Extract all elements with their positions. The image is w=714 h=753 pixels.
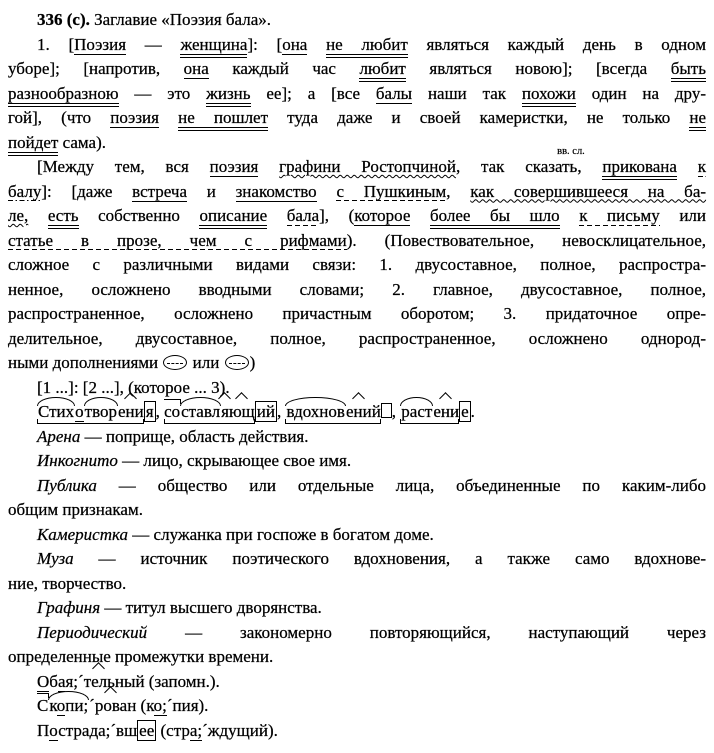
exercise-text <box>8 8 706 743</box>
term-italic: Периодический <box>37 622 148 642</box>
underline-wavy: ле, <box>8 206 29 225</box>
text-line: Пострада;´вш ее (стра;´ждущий). <box>37 720 278 740</box>
suffix-caret: рова <box>94 696 128 715</box>
suffix-caret: ющ <box>228 402 255 421</box>
underline-double: более бы шло <box>430 206 560 229</box>
underline-double: есть <box>48 206 79 229</box>
annotation-label: вв. сл. <box>557 146 585 157</box>
homogeneous-object-symbol <box>163 355 187 370</box>
underline-single: поэзия <box>209 157 259 176</box>
ending-box: я <box>145 402 154 421</box>
stem-bracket <box>37 402 144 421</box>
underline-single: а <box>57 671 66 691</box>
text-line: ле, есть собственно описание бала], (которое более бы шло к письму или <box>8 204 706 229</box>
text-line: балу]: [даже встреча и знакомство с Пушкиным, как совершившееся на ба- <box>8 181 707 201</box>
text-line: определенные промежутки времени. <box>8 647 274 666</box>
underline-double: разнообразною <box>8 84 119 107</box>
underline-double: пойдет <box>8 133 58 156</box>
term-italic: Графиня <box>37 598 101 617</box>
text-line: распространенное, осложнено причастным оборотом; 3. придаточное опре- <box>8 304 706 323</box>
homogeneous-object-symbol <box>225 355 249 370</box>
suffix-caret: я <box>221 402 229 421</box>
text-line: Арена — поприще, область действия. <box>37 426 309 446</box>
underline-single: знакомство <box>235 181 317 201</box>
term-italic: Инкогнито <box>37 451 118 470</box>
exercise-number: 336 (с). <box>37 10 90 29</box>
suffix-caret: ени <box>433 402 460 421</box>
text-line: 336 (с). Заглавие «Поэзия бала». <box>37 10 272 29</box>
underline-double: женщина <box>180 35 247 58</box>
root-arc: вдохнов <box>286 402 345 421</box>
underline-single: она <box>282 34 308 54</box>
text-line: пойдет сама). <box>8 131 706 156</box>
underline-double: не пошлет <box>178 108 268 131</box>
stem-bracket <box>164 402 255 421</box>
stem-bracket <box>400 402 459 421</box>
text-line: Периодический — закономерно повторяющийся, наступающий через <box>37 622 706 642</box>
root-arc: копи; <box>49 696 89 715</box>
text-line: 1. [Поэзия — женщина]: [она не любит являться каждый день в одном <box>8 33 706 58</box>
text-line: [1 ...]: [2 ...], (которое ... 3). <box>37 377 230 397</box>
underline-single: встреча <box>132 181 187 201</box>
text-line: Стихотворени я , составляющ ий , вдохновений , растени е . <box>38 402 475 421</box>
ending-box: е <box>461 402 469 421</box>
suffix-caret: тель <box>83 671 115 691</box>
text-line: гой], (что поэзия не пошлет туда даже и своей камеристки, не только не <box>8 106 706 131</box>
text-line: Муза — источник поэтического вдохновения, а также само вдохнове- <box>37 549 706 568</box>
text-line: Скопи;´рован (ко;´пия). <box>37 696 209 715</box>
text-line: делительное, двусоставное, полное, распространенное, осложнено однород- <box>8 328 706 348</box>
text-line: ние, творчество. <box>8 573 127 593</box>
term-italic: Публика <box>37 475 97 495</box>
underline-single: она <box>183 59 209 78</box>
text-line: общим признакам. <box>8 500 143 519</box>
underline-dashed: статье в прозе, чем с рифмами <box>8 230 347 250</box>
root-arc: твор <box>84 402 117 421</box>
ending-box: ий <box>256 402 275 421</box>
text-line: Графиня — титул высшего дворянства. <box>37 598 322 617</box>
underline-single: о <box>56 696 66 715</box>
term-italic: Муза <box>37 549 74 568</box>
text-line: сложное с различными видами связи: 1. двусоставное, полное, распростра- <box>8 255 706 274</box>
underline-single: а; <box>189 720 203 740</box>
prefix-mark: С <box>37 696 49 715</box>
prefix-mark: со <box>164 402 181 421</box>
underline-single: которое <box>354 206 411 225</box>
underline-single: балы <box>375 83 413 103</box>
underline-double: жизнь <box>206 84 250 107</box>
suffix-caret: ени <box>345 402 372 421</box>
ending-box: ее <box>139 720 155 740</box>
underline-single: Поэзия <box>74 34 127 54</box>
text-line: статье в прозе, чем с рифмами). (Повествовательное, невосклицательное, <box>8 230 706 250</box>
text-line: ненное, осложнено вводными словами; 2. главное, двусоставное, полное, <box>8 279 706 299</box>
underline-dashed: бала <box>286 206 320 225</box>
stem-bracket <box>285 402 380 421</box>
text-segment: сказать вв. сл. <box>525 146 585 176</box>
root-arc: ставл <box>181 402 221 421</box>
text-line: разнообразною — это жизнь ее]; а [все балы наши так похожи один на дру- <box>8 82 706 107</box>
underline-wavy: как совершившееся на ба- <box>470 181 707 201</box>
underline-double: любит <box>359 59 405 82</box>
text-line: Камеристка — служанка при госпоже в богатом доме. <box>37 524 434 544</box>
text-line: ными дополнениями или ) <box>8 353 256 372</box>
underline-single: о; <box>153 696 167 715</box>
underline-double: прикована <box>602 157 677 180</box>
underline-dashed: к письму <box>579 206 660 225</box>
underline-double: не любит <box>326 35 408 58</box>
text-line: Инкогнито — лицо, скрывающее свое имя. <box>37 451 352 470</box>
underline-double: не <box>689 108 706 131</box>
underline-double: описание <box>199 206 267 229</box>
underline-double: похожи <box>522 84 576 107</box>
underline-single: О <box>37 671 50 691</box>
underline-wavy: графини Ростопчиной <box>279 157 456 176</box>
underline-dashdot: балу <box>8 181 42 201</box>
text-line: Обая;´тельный (запомн.). <box>37 671 220 691</box>
underline-dashdot: к <box>697 157 707 176</box>
suffix-caret: ени <box>118 402 144 421</box>
root-arc: раст <box>401 402 433 421</box>
dashed-line-icon <box>229 363 245 364</box>
text-segment: й <box>371 402 381 421</box>
zero-ending-box <box>381 403 392 418</box>
underline-single: о <box>75 402 84 421</box>
underline-dashed: с Пушкиным <box>336 181 447 201</box>
text-line: [Между тем, вся поэзия графини Ростопчиной, так сказать вв. сл. , прикована к <box>8 155 706 180</box>
term-italic: Арена <box>37 426 81 446</box>
text-line: Публика — общество или отдельные лица, объединенные по каким-либо <box>37 475 706 495</box>
term-italic: Камеристка <box>37 524 129 544</box>
underline-single: поэзия <box>110 108 159 127</box>
dashed-line-icon <box>167 363 183 364</box>
root-arc: Стих <box>38 402 75 421</box>
underline-single: о <box>49 720 59 740</box>
text-line: уборе]; [напротив, она каждый час любит являться новою]; [всегда быть <box>8 57 706 82</box>
underline-double: быть <box>671 59 706 82</box>
